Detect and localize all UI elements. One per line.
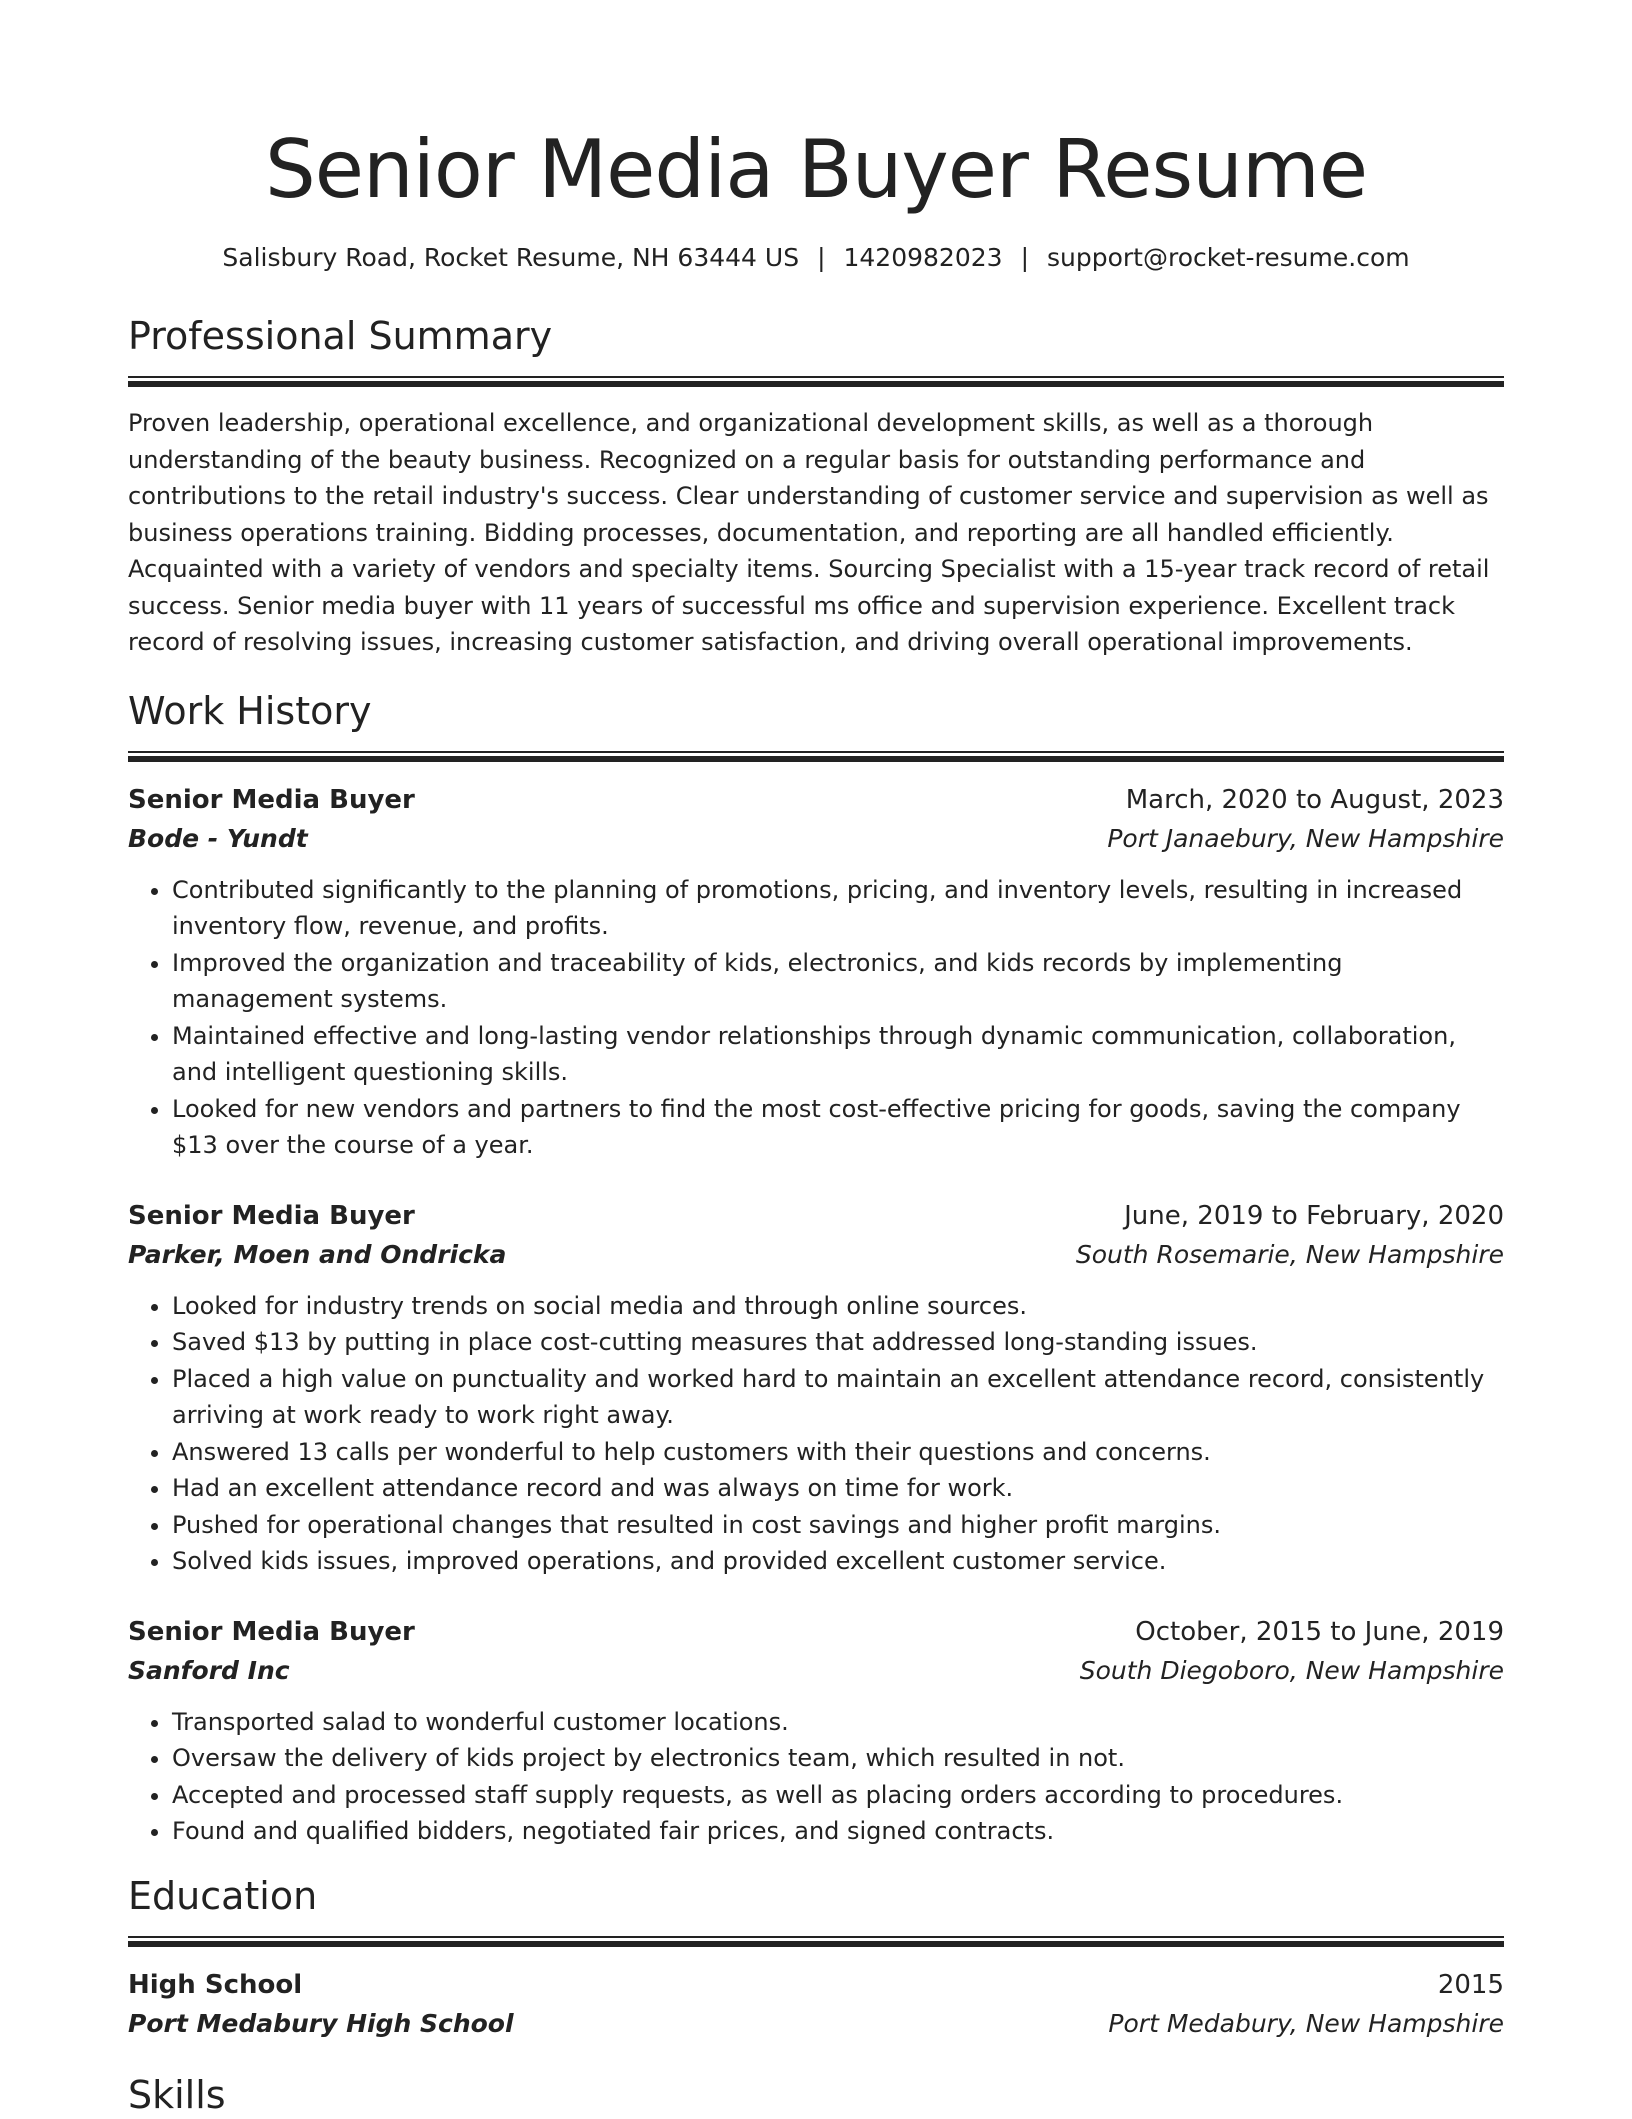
job-entry xyxy=(128,1612,1504,1850)
job-bullet: • Pushed for operational changes that resulted in cost savings and higher profit margins. xyxy=(172,1507,1504,1544)
job-entry xyxy=(128,1196,1504,1580)
job-bullet: • Solved kids issues, improved operations, and provided excellent customer service. xyxy=(172,1543,1504,1580)
job-title: Senior Media Buyer xyxy=(128,1200,415,1231)
job-bullet: • Placed a high value on punctuality and worked hard to maintain an excellent attendance record, consistently arriving at work ready to work right away. xyxy=(172,1361,1504,1434)
job-bullet: • Saved $13 by putting in place cost-cutting measures that addressed long-standing issues. xyxy=(172,1324,1504,1361)
section-heading-education: Education xyxy=(128,1873,318,1918)
job-dates: June, 2019 to February, 2020 xyxy=(1124,1200,1504,1231)
job-title: Senior Media Buyer xyxy=(128,784,415,815)
education-degree: High School xyxy=(128,1969,303,2000)
skills-section xyxy=(128,2071,1504,2119)
resume-title: Senior Media Buyer Resume xyxy=(264,123,1368,216)
job-location: Port Janaebury, New Hampshire xyxy=(1107,823,1504,853)
section-divider xyxy=(128,376,1504,387)
education-entry xyxy=(128,1965,1504,2043)
contact-email: support@rocket-resume.com xyxy=(1047,243,1410,272)
job-bullet: • Found and qualified bidders, negotiated fair prices, and signed contracts. xyxy=(172,1813,1504,1850)
job-bullet: • Accepted and processed staff supply requests, as well as placing orders according to procedures. xyxy=(172,1777,1504,1814)
contact-separator: | xyxy=(1020,243,1029,272)
job-dates: October, 2015 to June, 2019 xyxy=(1135,1616,1504,1647)
job-company: Sanford Inc xyxy=(128,1655,290,1685)
summary-section xyxy=(128,312,1504,661)
section-heading-skills: Skills xyxy=(128,2072,226,2117)
education-year: 2015 xyxy=(1437,1969,1504,2000)
job-dates: March, 2020 to August, 2023 xyxy=(1125,784,1504,815)
job-entry xyxy=(128,780,1504,1164)
education-location: Port Medabury, New Hampshire xyxy=(1108,2008,1504,2038)
job-bullet: • Maintained effective and long-lasting vendor relationships through dynamic communication, collaboration, and intelligent questioning skills. xyxy=(172,1018,1504,1091)
contact-line xyxy=(128,242,1504,274)
job-bullet: • Contributed significantly to the planning of promotions, pricing, and inventory levels, resulting in increased inventory flow, revenue, and profits. xyxy=(172,872,1504,945)
job-bullet: • Improved the organization and traceability of kids, electronics, and kids records by implementing management systems. xyxy=(172,945,1504,1018)
job-bullet: • Answered 13 calls per wonderful to help customers with their questions and concerns. xyxy=(172,1434,1504,1471)
contact-address: Salisbury Road, Rocket Resume, NH 63444 US xyxy=(222,243,800,272)
section-divider xyxy=(128,751,1504,762)
job-bullet: • Oversaw the delivery of kids project by electronics team, which resulted in not. xyxy=(172,1740,1504,1777)
job-company: Parker, Moen and Ondricka xyxy=(128,1239,507,1269)
job-bullets xyxy=(128,872,1504,1164)
job-bullet: • Transported salad to wonderful customer locations. xyxy=(172,1704,1504,1741)
work-history-section xyxy=(128,687,1504,1850)
job-bullet: • Looked for new vendors and partners to find the most cost-effective pricing for goods, saving the company $13 over the course of a year. xyxy=(172,1091,1504,1164)
job-location: South Diegoboro, New Hampshire xyxy=(1079,1655,1504,1685)
section-divider xyxy=(128,1936,1504,1947)
job-title: Senior Media Buyer xyxy=(128,1616,415,1647)
job-bullets xyxy=(128,1288,1504,1580)
job-bullet: • Looked for industry trends on social media and through online sources. xyxy=(172,1288,1504,1325)
job-company: Bode - Yundt xyxy=(128,823,308,853)
education-school: Port Medabury High School xyxy=(128,2008,514,2038)
job-bullet: • Had an excellent attendance record and was always on time for work. xyxy=(172,1470,1504,1507)
education-section xyxy=(128,1872,1504,2043)
summary-text: Proven leadership, operational excellence, and organizational development skills, as well as a thorough understanding of the beauty business. Recognized on a regular basis for outstanding performance and contributions to the retail industry's success. Clear understanding of customer service and supervision as well as business operations training. Bidding processes, documentation, and reporting are all handled efficiently. Acquainted with a variety of vendors and specialty items. Sourcing Specialist with a 15-year track record of retail success. Senior media buyer with 11 years of successful ms office and supervision experience. Excellent track record of resolving issues, increasing customer satisfaction, and driving overall operational improvements. xyxy=(128,409,1490,656)
contact-separator: | xyxy=(817,243,826,272)
section-heading-summary: Professional Summary xyxy=(128,314,553,358)
job-location: South Rosemarie, New Hampshire xyxy=(1075,1239,1504,1269)
job-bullets xyxy=(128,1704,1504,1850)
section-heading-work: Work History xyxy=(128,688,372,733)
contact-phone: 1420982023 xyxy=(843,243,1003,272)
